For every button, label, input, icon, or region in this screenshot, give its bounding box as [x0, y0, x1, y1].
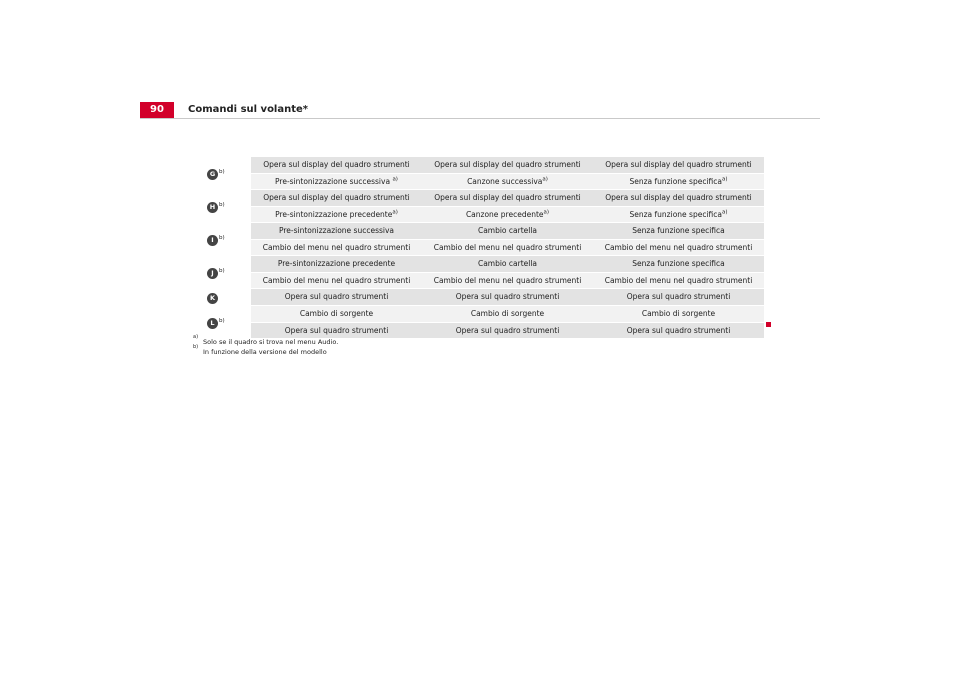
cell-text: Cambio del menu nel quadro strumenti — [433, 242, 582, 252]
table-cell — [251, 157, 422, 173]
table-cell — [251, 190, 422, 207]
cell-text: Opera sul display del quadro strumenti — [605, 160, 752, 169]
cell-text: Cambio di sorgente — [299, 309, 374, 318]
footnote-mark: a) — [193, 334, 199, 340]
footnote — [193, 344, 338, 357]
cell-text: Cambio del menu nel quadro strumenti — [604, 242, 753, 252]
table-cell — [422, 157, 593, 173]
table-row — [193, 223, 764, 240]
control-key-cell — [193, 223, 251, 256]
table-cell — [422, 289, 593, 306]
cell-text: Opera sul quadro strumenti — [626, 325, 731, 335]
cell-text: Cambio di sorgente — [641, 309, 716, 318]
table-cell — [422, 322, 593, 339]
cell-text: Cambio cartella — [477, 226, 538, 235]
table-cell — [422, 256, 593, 273]
table-row — [193, 289, 764, 306]
table-cell — [422, 173, 593, 190]
table-cell — [251, 306, 422, 323]
cell-text: Canzone successiva — [467, 176, 543, 186]
section-end-marker — [766, 322, 771, 327]
control-key-cell — [193, 190, 251, 223]
footnote-ref: a) — [542, 176, 548, 182]
cell-text: Opera sul quadro strumenti — [455, 292, 560, 302]
footnote-text: Solo se il quadro si trova nel menu Audio. — [203, 338, 339, 346]
footnote-ref: b) — [219, 317, 225, 324]
footnote-ref: b) — [219, 267, 225, 274]
table-row — [193, 190, 764, 207]
cell-text: Cambio cartella — [477, 259, 538, 268]
table-cell — [251, 272, 422, 289]
cell-text: Opera sul display del quadro strumenti — [434, 193, 581, 202]
table-cell — [422, 239, 593, 256]
footnote-ref: b) — [219, 234, 225, 241]
footnote-ref: a) — [392, 209, 398, 215]
footnote-ref: a) — [543, 209, 550, 215]
header-divider — [140, 118, 820, 119]
cell-text: Pre-sintonizzazione precedente — [275, 209, 393, 219]
page-title: Comandi sul volante* — [188, 104, 309, 115]
table-row — [193, 206, 764, 223]
table-cell — [593, 239, 764, 256]
cell-text: Opera sul quadro strumenti — [284, 325, 389, 335]
table-cell — [251, 256, 422, 273]
table-cell — [593, 157, 764, 173]
control-key-cell — [193, 157, 251, 190]
table-cell — [422, 223, 593, 240]
table-cell — [593, 289, 764, 306]
footnotes — [193, 334, 339, 357]
cell-text: Senza funzione specifica — [632, 259, 725, 268]
steering-controls-table — [193, 157, 764, 339]
cell-text: Cambio del menu nel quadro strumenti — [262, 275, 411, 285]
footnote-ref: b) — [219, 201, 225, 208]
footnote-ref: b) — [219, 168, 225, 175]
cell-text: Senza funzione specifica — [629, 176, 722, 186]
control-key-badge: I — [207, 235, 218, 246]
cell-text: Senza funzione specifica — [629, 209, 722, 219]
table-cell — [251, 289, 422, 306]
footnote-ref: a) — [721, 209, 728, 215]
cell-text: Pre-sintonizzazione successiva — [275, 176, 393, 186]
cell-text: Opera sul quadro strumenti — [626, 292, 731, 302]
table-cell — [593, 206, 764, 223]
table-row — [193, 157, 764, 173]
cell-text: Cambio di sorgente — [470, 309, 545, 318]
table-row — [193, 306, 764, 323]
footnote-text: In funzione della versione del modello — [203, 348, 327, 356]
table-cell — [593, 322, 764, 339]
cell-text: Senza funzione specifica — [632, 226, 725, 235]
control-key-badge: K — [207, 293, 218, 304]
table-cell — [593, 173, 764, 190]
cell-text: Opera sul display del quadro strumenti — [263, 160, 410, 169]
table-cell — [251, 206, 422, 223]
cell-text: Cambio del menu nel quadro strumenti — [262, 242, 411, 252]
cell-text: Pre-sintonizzazione precedente — [277, 259, 396, 268]
footnote — [193, 334, 339, 347]
control-key-badge: L — [207, 318, 218, 329]
cell-text: Opera sul quadro strumenti — [284, 292, 389, 302]
cell-text: Opera sul display del quadro strumenti — [605, 193, 752, 202]
table-cell — [593, 256, 764, 273]
table-cell — [422, 272, 593, 289]
table-cell — [593, 190, 764, 207]
control-key-cell — [193, 306, 251, 339]
control-key-cell — [193, 256, 251, 289]
footnote-ref: a) — [721, 176, 728, 182]
cell-text: Cambio del menu nel quadro strumenti — [604, 275, 753, 285]
table-cell — [422, 190, 593, 207]
control-key-badge: G — [207, 169, 218, 180]
footnote-mark: b) — [193, 344, 199, 350]
table-row — [193, 173, 764, 190]
cell-text: Pre-sintonizzazione successiva — [278, 226, 395, 235]
table-cell — [593, 306, 764, 323]
cell-text: Cambio del menu nel quadro strumenti — [433, 275, 582, 285]
table-row — [193, 256, 764, 273]
control-key-badge: J — [207, 268, 218, 279]
control-key-badge: H — [207, 202, 218, 213]
page-number: 90 — [140, 102, 174, 118]
footnote-ref: a) — [392, 176, 398, 182]
table-cell — [251, 223, 422, 240]
table-row — [193, 272, 764, 289]
table-cell — [422, 206, 593, 223]
control-key-cell — [193, 289, 251, 306]
cell-text: Canzone precedente — [465, 209, 544, 219]
table-cell — [251, 239, 422, 256]
table-cell — [251, 173, 422, 190]
table-row — [193, 239, 764, 256]
table-cell — [422, 306, 593, 323]
cell-text: Opera sul display del quadro strumenti — [434, 160, 581, 169]
table-cell — [593, 223, 764, 240]
cell-text: Opera sul quadro strumenti — [455, 325, 560, 335]
cell-text: Opera sul display del quadro strumenti — [263, 193, 410, 202]
table-cell — [593, 272, 764, 289]
